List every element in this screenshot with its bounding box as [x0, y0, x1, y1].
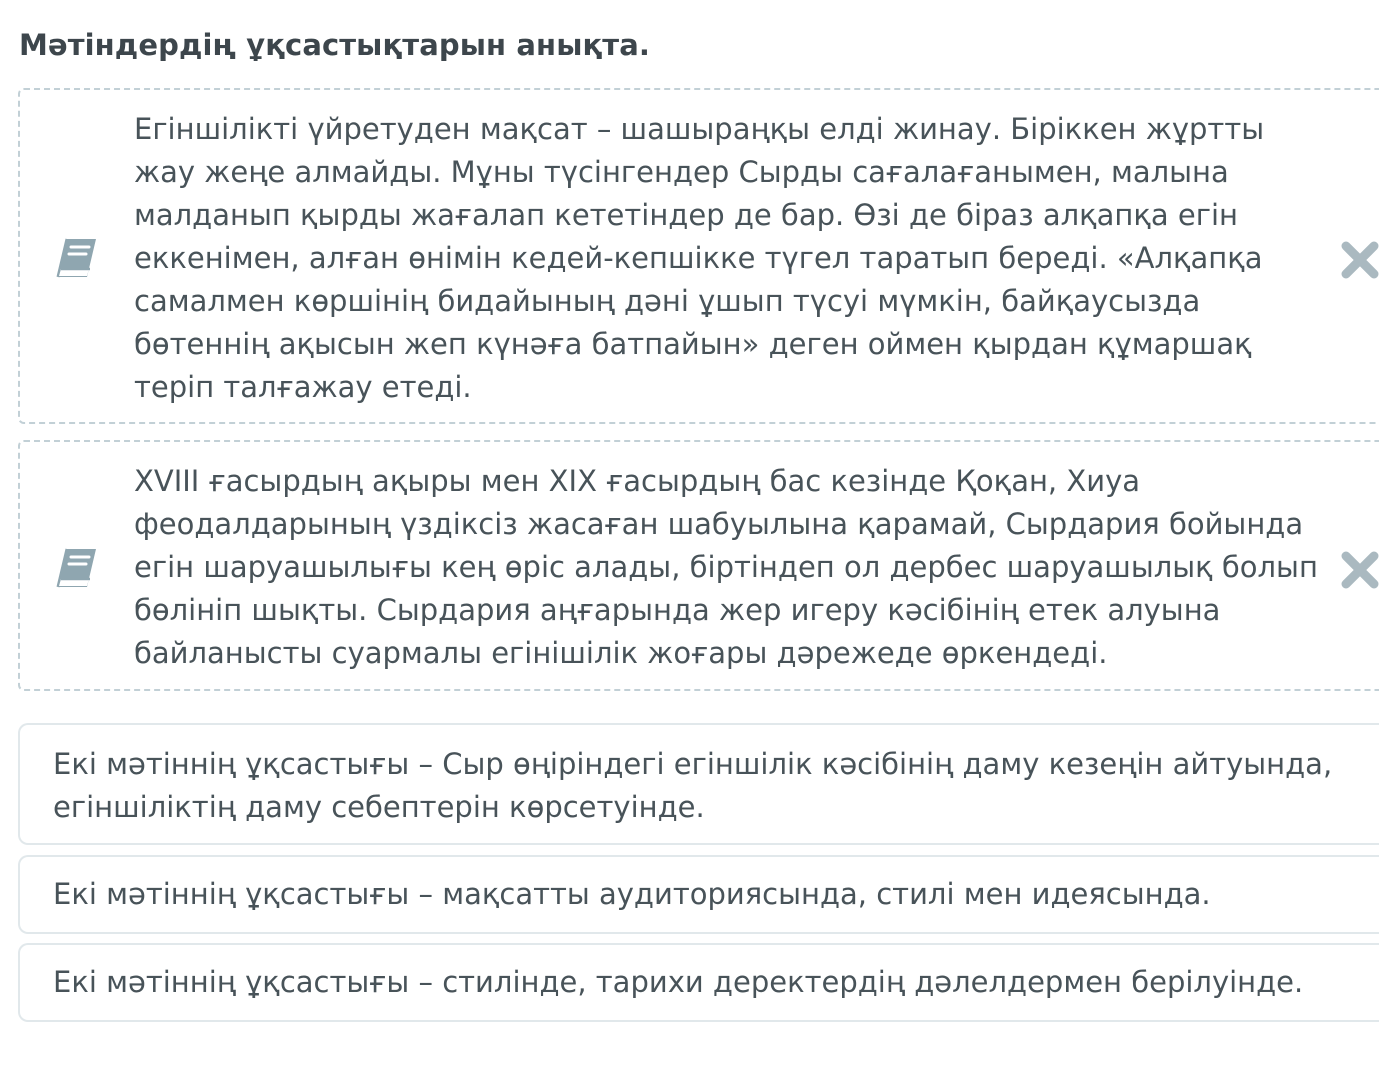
- text-card-2[interactable]: [18, 440, 1379, 691]
- answer-option-2[interactable]: [18, 855, 1379, 934]
- text-card-body: Егіншілікті үйретуден мақсат – шашыраңқы елді жинау. Біріккен жұртты жау жеңе алмайды. Мұны түсінгендер Сырды сағалағанымен, малына малданып қырды жағалап кететіндер де бар. Өзі де біраз алқапқа егін еккенімен, алған өнімін кедей-кепшікке түгел таратып береді. «Алқапқа самалмен көршінің бидайының дәні ұшып түсуі мүмкін, байқаусызда бөтеннің ақысын жеп күнәға батпайын» деген оймен қырдан құмаршақ теріп талғажау етеді.: [134, 112, 1265, 404]
- text-card-1[interactable]: [18, 88, 1379, 424]
- close-icon[interactable]: [1340, 550, 1379, 590]
- answer-option-label: Екі мәтіннің ұқсастығы – мақсатты аудиториясында, стилі мен идеясында.: [53, 877, 1211, 911]
- answer-option-label: Екі мәтіннің ұқсастығы – Сыр өңіріндегі егіншілік кәсібінің даму кезеңін айтуында, егіншіліктің даму себептерін көрсетуінде.: [53, 747, 1333, 824]
- book-icon: [53, 546, 101, 590]
- text-card-body: XVIII ғасырдың ақыры мен XIX ғасырдың бас кезінде Қоқан, Хиуа феодалдарының үздіксіз жасаған шабуылына қарамай, Сырдария бойында егін шаруашылығы кең өріс алады, біртіндеп ол дербес шаруашылық болып бөлініп шықты. Сырдария аңғарында жер игеру кәсібінің етек алуына байланысты суармалы егінішілік жоғары дәрежеде өркендеді.: [134, 464, 1318, 670]
- answer-option-label: Екі мәтіннің ұқсастығы – стилінде, тарихи деректердің дәлелдермен берілуінде.: [53, 965, 1304, 999]
- close-icon[interactable]: [1340, 240, 1379, 280]
- book-icon: [53, 236, 101, 280]
- question-title: Мәтіндердің ұқсастықтарын анықта.: [19, 28, 650, 62]
- answer-option-1[interactable]: [18, 723, 1379, 845]
- answer-option-3[interactable]: [18, 943, 1379, 1022]
